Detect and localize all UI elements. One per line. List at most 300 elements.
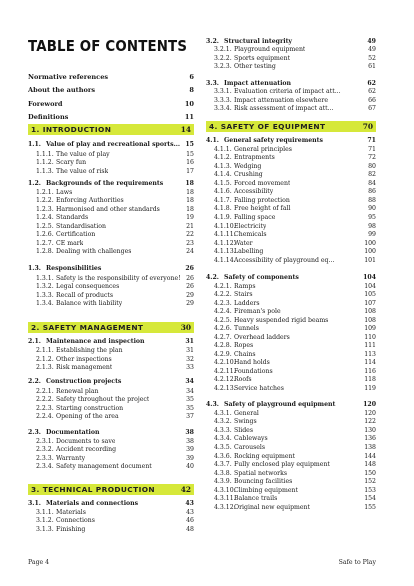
entry-label: Safety of playground equipment xyxy=(224,401,336,408)
footer-page-number: Page 4 xyxy=(28,559,50,566)
entry-label: Roofs xyxy=(234,376,252,383)
entry-page: 136 xyxy=(364,435,376,442)
entry-number: 2.2.3. xyxy=(36,405,54,412)
entry-number: 3.3.3. xyxy=(214,97,232,104)
entry-page: 88 xyxy=(368,197,376,204)
toc-chapter-bar[interactable] xyxy=(28,124,194,135)
entry-label: Documentation xyxy=(46,429,100,436)
entry-page: 18 xyxy=(186,206,194,213)
entry-page: 15 xyxy=(185,141,194,148)
toc-subsection-item[interactable] xyxy=(206,384,376,394)
entry-page: 18 xyxy=(186,197,194,204)
entry-page: 46 xyxy=(186,517,194,524)
entry-label: Stairs xyxy=(234,291,253,298)
entry-page: 116 xyxy=(364,368,376,375)
entry-label: Tunnels xyxy=(234,325,259,332)
toc-subsection-item[interactable] xyxy=(206,62,376,72)
entry-page: 72 xyxy=(368,154,376,161)
entry-number: 3.2.1. xyxy=(214,46,232,53)
entry-page: 62 xyxy=(367,80,376,87)
entry-label: Crushing xyxy=(234,171,263,178)
entry-page: 104 xyxy=(363,274,376,281)
entry-label: Balance with liability xyxy=(56,300,123,307)
entry-number: 4.3.1. xyxy=(214,410,232,417)
entry-number: 2.1.2. xyxy=(36,356,54,363)
toc-section-item[interactable] xyxy=(28,377,194,387)
entry-label: Standardisation xyxy=(56,223,106,230)
entry-page: 108 xyxy=(364,308,376,315)
entry-page: 130 xyxy=(364,427,376,434)
entry-label: Electricity xyxy=(234,223,267,230)
chapter-label: 1. INTRODUCTION xyxy=(31,125,112,134)
entry-page: 38 xyxy=(186,438,194,445)
entry-label: Safety management document xyxy=(56,463,152,470)
entry-page: 120 xyxy=(364,410,376,417)
entry-page: 18 xyxy=(186,189,194,196)
entry-number: 3.2. xyxy=(206,38,219,45)
entry-number: 4.3.6. xyxy=(214,453,232,460)
entry-number: 2.3. xyxy=(28,429,41,436)
entry-label: Dealing with challenges xyxy=(56,248,132,255)
entry-page: 104 xyxy=(364,283,376,290)
entry-label: Hand holds xyxy=(234,359,270,366)
entry-label: Slides xyxy=(234,427,253,434)
entry-label: Normative references xyxy=(28,73,109,81)
entry-label: Safety of components xyxy=(224,274,299,281)
entry-label: Ramps xyxy=(234,283,256,290)
entry-number: 4.3.7. xyxy=(214,461,232,468)
entry-label: Materials and connections xyxy=(46,500,139,507)
entry-label: CE mark xyxy=(56,240,84,247)
entry-page: 37 xyxy=(186,413,194,420)
entry-number: 4.1.6. xyxy=(214,188,232,195)
entry-number: 1.3. xyxy=(28,265,41,272)
chapter-label: 3. TECHNICAL PRODUCTION xyxy=(31,485,155,494)
entry-label: The value of play xyxy=(56,151,110,158)
entry-page: 120 xyxy=(363,401,376,408)
entry-number: 1.2. xyxy=(28,180,41,187)
entry-number: 1.2.5. xyxy=(36,223,54,230)
toc-section-item[interactable] xyxy=(28,264,194,274)
chapter-page: 14 xyxy=(180,125,191,134)
entry-page: 111 xyxy=(364,342,376,349)
entry-number: 4.2.5. xyxy=(214,317,232,324)
entry-page: 6 xyxy=(189,73,194,81)
entry-label: Falling protection xyxy=(234,197,290,204)
entry-page: 26 xyxy=(186,275,194,282)
entry-label: Forced movement xyxy=(234,180,291,187)
entry-page: 118 xyxy=(364,376,376,383)
entry-label: Backgrounds of the requirements xyxy=(46,180,164,187)
entry-label: Documents to save xyxy=(56,438,116,445)
entry-label: Responsibilities xyxy=(46,265,102,272)
entry-label: Original new equipment xyxy=(234,504,311,511)
toc-subsection-item[interactable] xyxy=(28,525,194,535)
entry-label: Starting construction xyxy=(56,405,124,412)
entry-label: General safety requirements xyxy=(224,137,324,144)
entry-page: 49 xyxy=(368,46,376,53)
entry-number: 3.2.3. xyxy=(214,63,232,70)
entry-number: 4.1.9. xyxy=(214,214,232,221)
entry-number: 1.2.8. xyxy=(36,248,54,255)
entry-label: Recall of products xyxy=(56,292,114,299)
entry-page: 18 xyxy=(185,180,194,187)
entry-label: Definitions xyxy=(28,113,69,121)
entry-number: 4.3.12. xyxy=(214,504,236,511)
entry-label: Rocking equipment xyxy=(234,453,296,460)
entry-number: 4.1.8. xyxy=(214,205,232,212)
entry-label: Service hatches xyxy=(234,385,284,392)
chapter-page: 30 xyxy=(180,323,191,332)
entry-label: Bouncing facilities xyxy=(234,478,293,485)
entry-number: 4.2.6. xyxy=(214,325,232,332)
entry-page: 152 xyxy=(364,478,376,485)
entry-number: 3.1.2. xyxy=(36,517,54,524)
entry-page: 22 xyxy=(186,231,194,238)
footer-title: Safe to Play xyxy=(338,559,376,566)
entry-page: 71 xyxy=(368,146,376,153)
entry-number: 4.1.13. xyxy=(214,248,236,255)
entry-number: 3.3.4. xyxy=(214,105,232,112)
entry-number: 1.3.1. xyxy=(36,275,54,282)
entry-page: 52 xyxy=(368,55,376,62)
entry-number: 4.1.10. xyxy=(214,223,236,230)
entry-page: 154 xyxy=(364,495,376,502)
entry-number: 4.2.12. xyxy=(214,376,236,383)
entry-number: 2.2.2. xyxy=(36,396,54,403)
entry-page: 101 xyxy=(364,257,376,264)
entry-page: 26 xyxy=(186,283,194,290)
toc-front-matter-item[interactable] xyxy=(28,85,194,95)
entry-label: Accessibility of playground eq... xyxy=(234,257,335,264)
entry-page: 29 xyxy=(186,300,194,307)
entry-number: 4.3.3. xyxy=(214,427,232,434)
entry-label: Enforcing Authorities xyxy=(56,197,124,204)
entry-number: 4.1.11. xyxy=(214,231,236,238)
entry-label: Accident recording xyxy=(56,446,117,453)
entry-number: 4.2.11. xyxy=(214,368,236,375)
entry-page: 34 xyxy=(185,378,194,385)
entry-number: 2.1.3. xyxy=(36,364,54,371)
entry-number: 1.1.2. xyxy=(36,159,54,166)
entry-number: 3.3.1. xyxy=(214,88,232,95)
entry-page: 32 xyxy=(186,356,194,363)
entry-label: Other testing xyxy=(234,63,276,70)
toc-subsection-item[interactable] xyxy=(206,503,376,513)
entry-label: Safety is the responsibility of everyone! xyxy=(56,275,181,282)
entry-label: Climbing equipment xyxy=(234,487,298,494)
entry-page: 29 xyxy=(186,292,194,299)
entry-number: 3.2.2. xyxy=(214,55,232,62)
entry-label: Overhead ladders xyxy=(234,334,290,341)
entry-page: 40 xyxy=(186,463,194,470)
entry-label: The value of risk xyxy=(56,168,109,175)
entry-number: 4.1.14. xyxy=(214,257,236,264)
entry-label: Labelling xyxy=(234,248,264,255)
chapter-label: 2. SAFETY MANAGEMENT xyxy=(31,323,144,332)
entry-page: 31 xyxy=(185,338,194,345)
entry-number: 4.2.3. xyxy=(214,300,232,307)
entry-page: 48 xyxy=(186,526,194,533)
toc-chapter-bar[interactable] xyxy=(28,484,194,495)
page-title: TABLE OF CONTENTS xyxy=(28,37,188,55)
toc-subsection-item[interactable] xyxy=(28,363,194,373)
entry-number: 4.2.8. xyxy=(214,342,232,349)
entry-page: 153 xyxy=(364,487,376,494)
entry-page: 16 xyxy=(186,159,194,166)
entry-number: 4.1.7. xyxy=(214,197,232,204)
entry-number: 2.1. xyxy=(28,338,41,345)
entry-page: 23 xyxy=(186,240,194,247)
entry-label: Fireman's pole xyxy=(234,308,281,315)
entry-label: Warranty xyxy=(56,455,86,462)
entry-number: 2.2.4. xyxy=(36,413,54,420)
entry-number: 4.1.5. xyxy=(214,180,232,187)
entry-label: Sports equipment xyxy=(234,55,291,62)
entry-number: 3.3. xyxy=(206,80,219,87)
entry-number: 4.2.13. xyxy=(214,385,236,392)
entry-number: 4.2.1. xyxy=(214,283,232,290)
entry-page: 38 xyxy=(185,429,194,436)
entry-page: 110 xyxy=(364,334,376,341)
entry-number: 1.2.2. xyxy=(36,197,54,204)
entry-page: 122 xyxy=(364,418,376,425)
entry-page: 31 xyxy=(186,347,194,354)
entry-page: 109 xyxy=(364,325,376,332)
entry-number: 4.3.9. xyxy=(214,478,232,485)
entry-page: 148 xyxy=(364,461,376,468)
entry-label: Ropes xyxy=(234,342,254,349)
entry-number: 4.2.10. xyxy=(214,359,236,366)
entry-label: Balance trails xyxy=(234,495,278,502)
entry-number: 1.2.4. xyxy=(36,214,54,221)
entry-number: 4.2.4. xyxy=(214,308,232,315)
entry-label: Maintenance and inspection xyxy=(46,338,145,345)
entry-label: Ladders xyxy=(234,300,260,307)
toc-subsection-item[interactable] xyxy=(28,299,194,309)
entry-label: Materials xyxy=(56,509,86,516)
entry-page: 86 xyxy=(368,188,376,195)
entry-number: 4.2. xyxy=(206,274,219,281)
entry-number: 4.1.1. xyxy=(214,146,232,153)
entry-number: 4.1.4. xyxy=(214,171,232,178)
entry-label: Wedging xyxy=(234,163,262,170)
entry-label: Foundations xyxy=(234,368,273,375)
entry-page: 26 xyxy=(185,265,194,272)
entry-label: Spatial networks xyxy=(234,470,288,477)
entry-number: 2.2.1. xyxy=(36,388,54,395)
toc-subsection-item[interactable] xyxy=(28,247,194,257)
entry-page: 17 xyxy=(186,168,194,175)
entry-label: Entrapments xyxy=(234,154,275,161)
toc-subsection-item[interactable] xyxy=(28,167,194,177)
entry-number: 4.3.11. xyxy=(214,495,236,502)
entry-page: 98 xyxy=(368,223,376,230)
entry-page: 43 xyxy=(185,500,194,507)
entry-number: 2.3.1. xyxy=(36,438,54,445)
entry-page: 144 xyxy=(364,453,376,460)
entry-number: 2.3.4. xyxy=(36,463,54,470)
entry-page: 150 xyxy=(364,470,376,477)
entry-label: Playground equipment xyxy=(234,46,306,53)
toc-chapter-bar[interactable] xyxy=(28,322,194,333)
entry-label: About the authors xyxy=(28,86,96,94)
entry-label: General xyxy=(234,410,259,417)
entry-label: Heavy suspended rigid beams xyxy=(234,317,329,324)
entry-page: 113 xyxy=(364,351,376,358)
entry-number: 2.1.1. xyxy=(36,347,54,354)
entry-number: 4.1.12. xyxy=(214,240,236,247)
entry-label: Finishing xyxy=(56,526,86,533)
entry-number: 1.2.7. xyxy=(36,240,54,247)
entry-page: 24 xyxy=(186,248,194,255)
entry-page: 19 xyxy=(186,214,194,221)
toc-section-item[interactable] xyxy=(28,140,194,150)
entry-label: Standards xyxy=(56,214,89,221)
entry-page: 67 xyxy=(368,105,376,112)
toc-front-matter-item[interactable] xyxy=(28,72,194,82)
entry-label: Chemicals xyxy=(234,231,267,238)
entry-page: 155 xyxy=(364,504,376,511)
entry-page: 138 xyxy=(364,444,376,451)
entry-label: Renewal plan xyxy=(56,388,99,395)
entry-number: 1.2.1. xyxy=(36,189,54,196)
toc-front-matter-item[interactable] xyxy=(28,112,194,122)
toc-subsection-item[interactable] xyxy=(28,462,194,472)
entry-label: Cableways xyxy=(234,435,268,442)
entry-number: 3.1.3. xyxy=(36,526,54,533)
entry-page: 8 xyxy=(189,86,194,94)
chapter-label: 4. SAFETY OF EQUIPMENT xyxy=(209,122,326,131)
entry-page: 61 xyxy=(368,63,376,70)
entry-number: 4.1. xyxy=(206,137,219,144)
entry-label: Foreword xyxy=(28,100,63,108)
entry-label: Risk assessment of impact att... xyxy=(234,105,334,112)
entry-page: 35 xyxy=(186,405,194,412)
entry-page: 99 xyxy=(368,231,376,238)
entry-page: 21 xyxy=(186,223,194,230)
toc-front-matter-item[interactable] xyxy=(28,99,194,109)
entry-page: 11 xyxy=(184,113,194,121)
entry-page: 35 xyxy=(186,396,194,403)
entry-number: 1.3.2. xyxy=(36,283,54,290)
entry-number: 4.3.5. xyxy=(214,444,232,451)
entry-label: Fully enclosed play equipment xyxy=(234,461,330,468)
toc-subsection-item[interactable] xyxy=(206,104,376,114)
entry-page: 84 xyxy=(368,180,376,187)
entry-page: 39 xyxy=(186,446,194,453)
entry-page: 80 xyxy=(368,163,376,170)
entry-number: 2.2. xyxy=(28,378,41,385)
entry-label: Water xyxy=(234,240,253,247)
entry-label: Legal consequences xyxy=(56,283,120,290)
entry-label: Connections xyxy=(56,517,95,524)
entry-page: 15 xyxy=(186,151,194,158)
entry-page: 105 xyxy=(364,291,376,298)
toc-chapter-bar[interactable] xyxy=(206,121,376,132)
entry-label: Impact attenuation xyxy=(224,80,292,87)
entry-number: 4.1.2. xyxy=(214,154,232,161)
entry-number: 4.3.10. xyxy=(214,487,236,494)
toc-subsection-item[interactable] xyxy=(28,412,194,422)
entry-number: 4.3. xyxy=(206,401,219,408)
entry-page: 107 xyxy=(364,300,376,307)
entry-number: 1.3.4. xyxy=(36,300,54,307)
entry-number: 1.1. xyxy=(28,141,41,148)
toc-subsection-item[interactable] xyxy=(206,256,376,266)
entry-number: 1.1.1. xyxy=(36,151,54,158)
entry-number: 1.1.3. xyxy=(36,168,54,175)
entry-page: 34 xyxy=(186,388,194,395)
entry-number: 2.3.3. xyxy=(36,455,54,462)
entry-page: 10 xyxy=(184,100,194,108)
entry-label: Risk management xyxy=(56,364,113,371)
chapter-page: 42 xyxy=(180,485,191,494)
entry-number: 1.3.3. xyxy=(36,292,54,299)
entry-label: Other inspections xyxy=(56,356,112,363)
entry-label: Impact attenuation elsewhere xyxy=(234,97,329,104)
entry-page: 39 xyxy=(186,455,194,462)
entry-number: 3.1.1. xyxy=(36,509,54,516)
entry-label: Chains xyxy=(234,351,256,358)
entry-number: 4.2.7. xyxy=(214,334,232,341)
entry-label: Laws xyxy=(56,189,73,196)
entry-page: 100 xyxy=(364,240,376,247)
entry-page: 43 xyxy=(186,509,194,516)
entry-page: 71 xyxy=(367,137,376,144)
entry-page: 33 xyxy=(186,364,194,371)
entry-page: 62 xyxy=(368,88,376,95)
entry-label: Carousels xyxy=(234,444,266,451)
entry-number: 1.2.3. xyxy=(36,206,54,213)
entry-label: Value of play and recreational sports... xyxy=(46,141,181,148)
entry-number: 1.2.6. xyxy=(36,231,54,238)
entry-label: Construction projects xyxy=(46,378,122,385)
entry-label: Structural integrity xyxy=(224,38,293,45)
entry-label: Free height of fall xyxy=(234,205,291,212)
entry-number: 4.3.8. xyxy=(214,470,232,477)
entry-number: 4.3.4. xyxy=(214,435,232,442)
entry-label: Swings xyxy=(234,418,257,425)
entry-label: Falling space xyxy=(234,214,276,221)
entry-label: Accessibility xyxy=(234,188,274,195)
entry-page: 66 xyxy=(368,97,376,104)
entry-number: 4.2.2. xyxy=(214,291,232,298)
entry-page: 90 xyxy=(368,205,376,212)
entry-page: 82 xyxy=(368,171,376,178)
entry-number: 4.1.3. xyxy=(214,163,232,170)
entry-label: Harmonised and other standards xyxy=(56,206,160,213)
entry-label: Certification xyxy=(56,231,96,238)
entry-page: 114 xyxy=(364,359,376,366)
entry-number: 4.3.2. xyxy=(214,418,232,425)
entry-number: 3.1. xyxy=(28,500,41,507)
chapter-page: 70 xyxy=(362,122,373,131)
entry-page: 95 xyxy=(368,214,376,221)
entry-label: General principles xyxy=(234,146,292,153)
entry-page: 108 xyxy=(364,317,376,324)
entry-page: 49 xyxy=(367,38,376,45)
entry-number: 4.2.9. xyxy=(214,351,232,358)
entry-label: Establishing the plan xyxy=(56,347,123,354)
entry-page: 100 xyxy=(364,248,376,255)
entry-page: 119 xyxy=(364,385,376,392)
entry-number: 2.3.2. xyxy=(36,446,54,453)
entry-label: Evaluation criteria of impact att... xyxy=(234,88,341,95)
entry-label: Safety throughout the project xyxy=(56,396,150,403)
entry-label: Scary fun xyxy=(56,159,87,166)
entry-label: Opening of the area xyxy=(56,413,119,420)
